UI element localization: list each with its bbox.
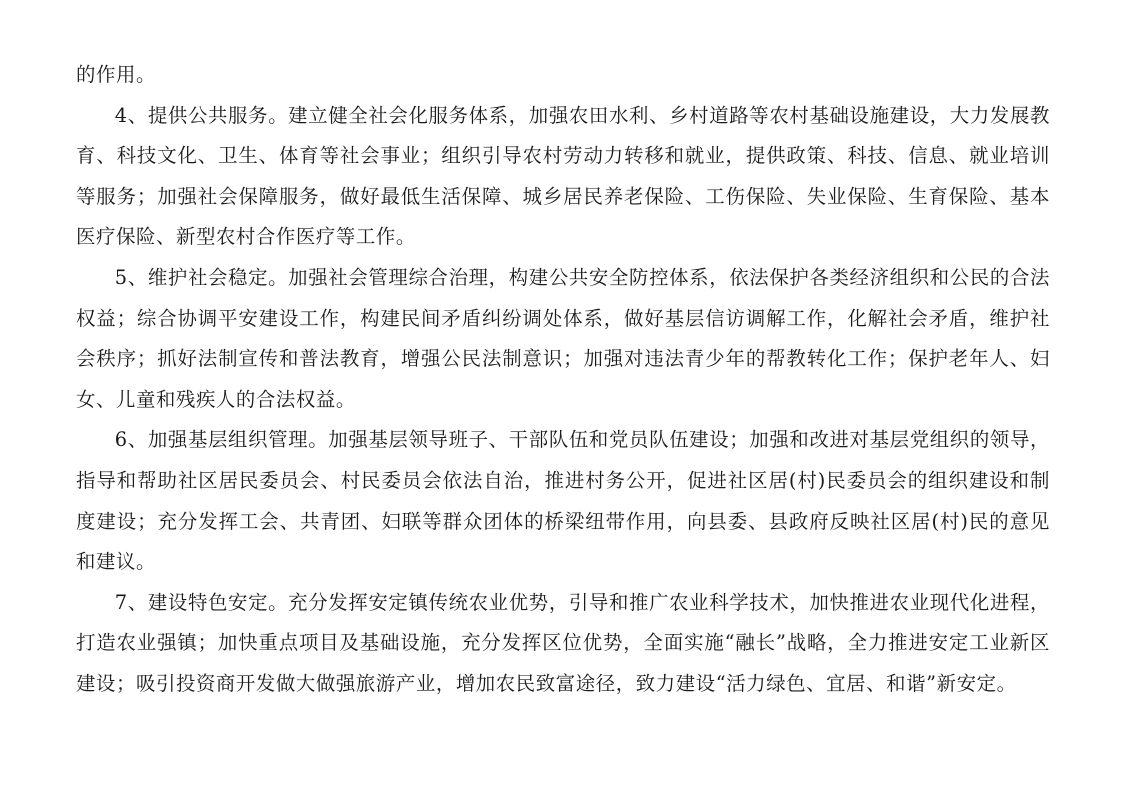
paragraph-featured-anding: 7、建设特色安定。充分发挥安定镇传统农业优势，引导和推广农业科学技术，加快推进农业现代化进程，打造农业强镇；加快重点项目及基础设施，充分发挥区位优势，全面实施“融长”战略，全力推进安定工业新区建设；吸引投资商开发做大做强旅游产业，增加农民致富途径，致力建设“活力绿色、宜居、和谐”新安定。 (76, 590, 1050, 695)
paragraph-social-stability: 5、维护社会稳定。加强社会管理综合治理，构建公共安全防控体系，依法保护各类经济组织和公民的合法权益；综合协调平安建设工作，构建民间矛盾纠纷调处体系，做好基层信访调解工作，化解社会矛盾，维护社会秩序；抓好法制宣传和普法教育，增强公民法制意识；加强对违法青少年的帮教转化工作；保护老年人、妇女、儿童和残疾人的合法权益。 (76, 265, 1050, 411)
paragraph-continuation: 的作用。 (76, 63, 156, 86)
paragraph-public-services: 4、提供公共服务。建立健全社会化服务体系，加强农田水利、乡村道路等农村基础设施建设，大力发展教育、科技文化、卫生、体育等社会事业；组织引导农村劳动力转移和就业，提供政策、科技、信息、就业培训等服务；加强社会保障服务，做好最低生活保障、城乡居民养老保险、工伤保险、失业保险、生育保险、基本医疗保险、新型农村合作医疗等工作。 (76, 103, 1050, 249)
paragraph-grassroots-organization: 6、加强基层组织管理。加强基层领导班子、干部队伍和党员队伍建设；加强和改进对基层党组织的领导，指导和帮助社区居民委员会、村民委员会依法自治，推进村务公开，促进社区居(村)民委员会的组织建设和制度建设；充分发挥工会、共青团、妇联等群众团体的桥梁纽带作用，向县委、县政府反映社区居(村)民的意见和建议。 (76, 428, 1050, 574)
document-page (76, 55, 1050, 705)
